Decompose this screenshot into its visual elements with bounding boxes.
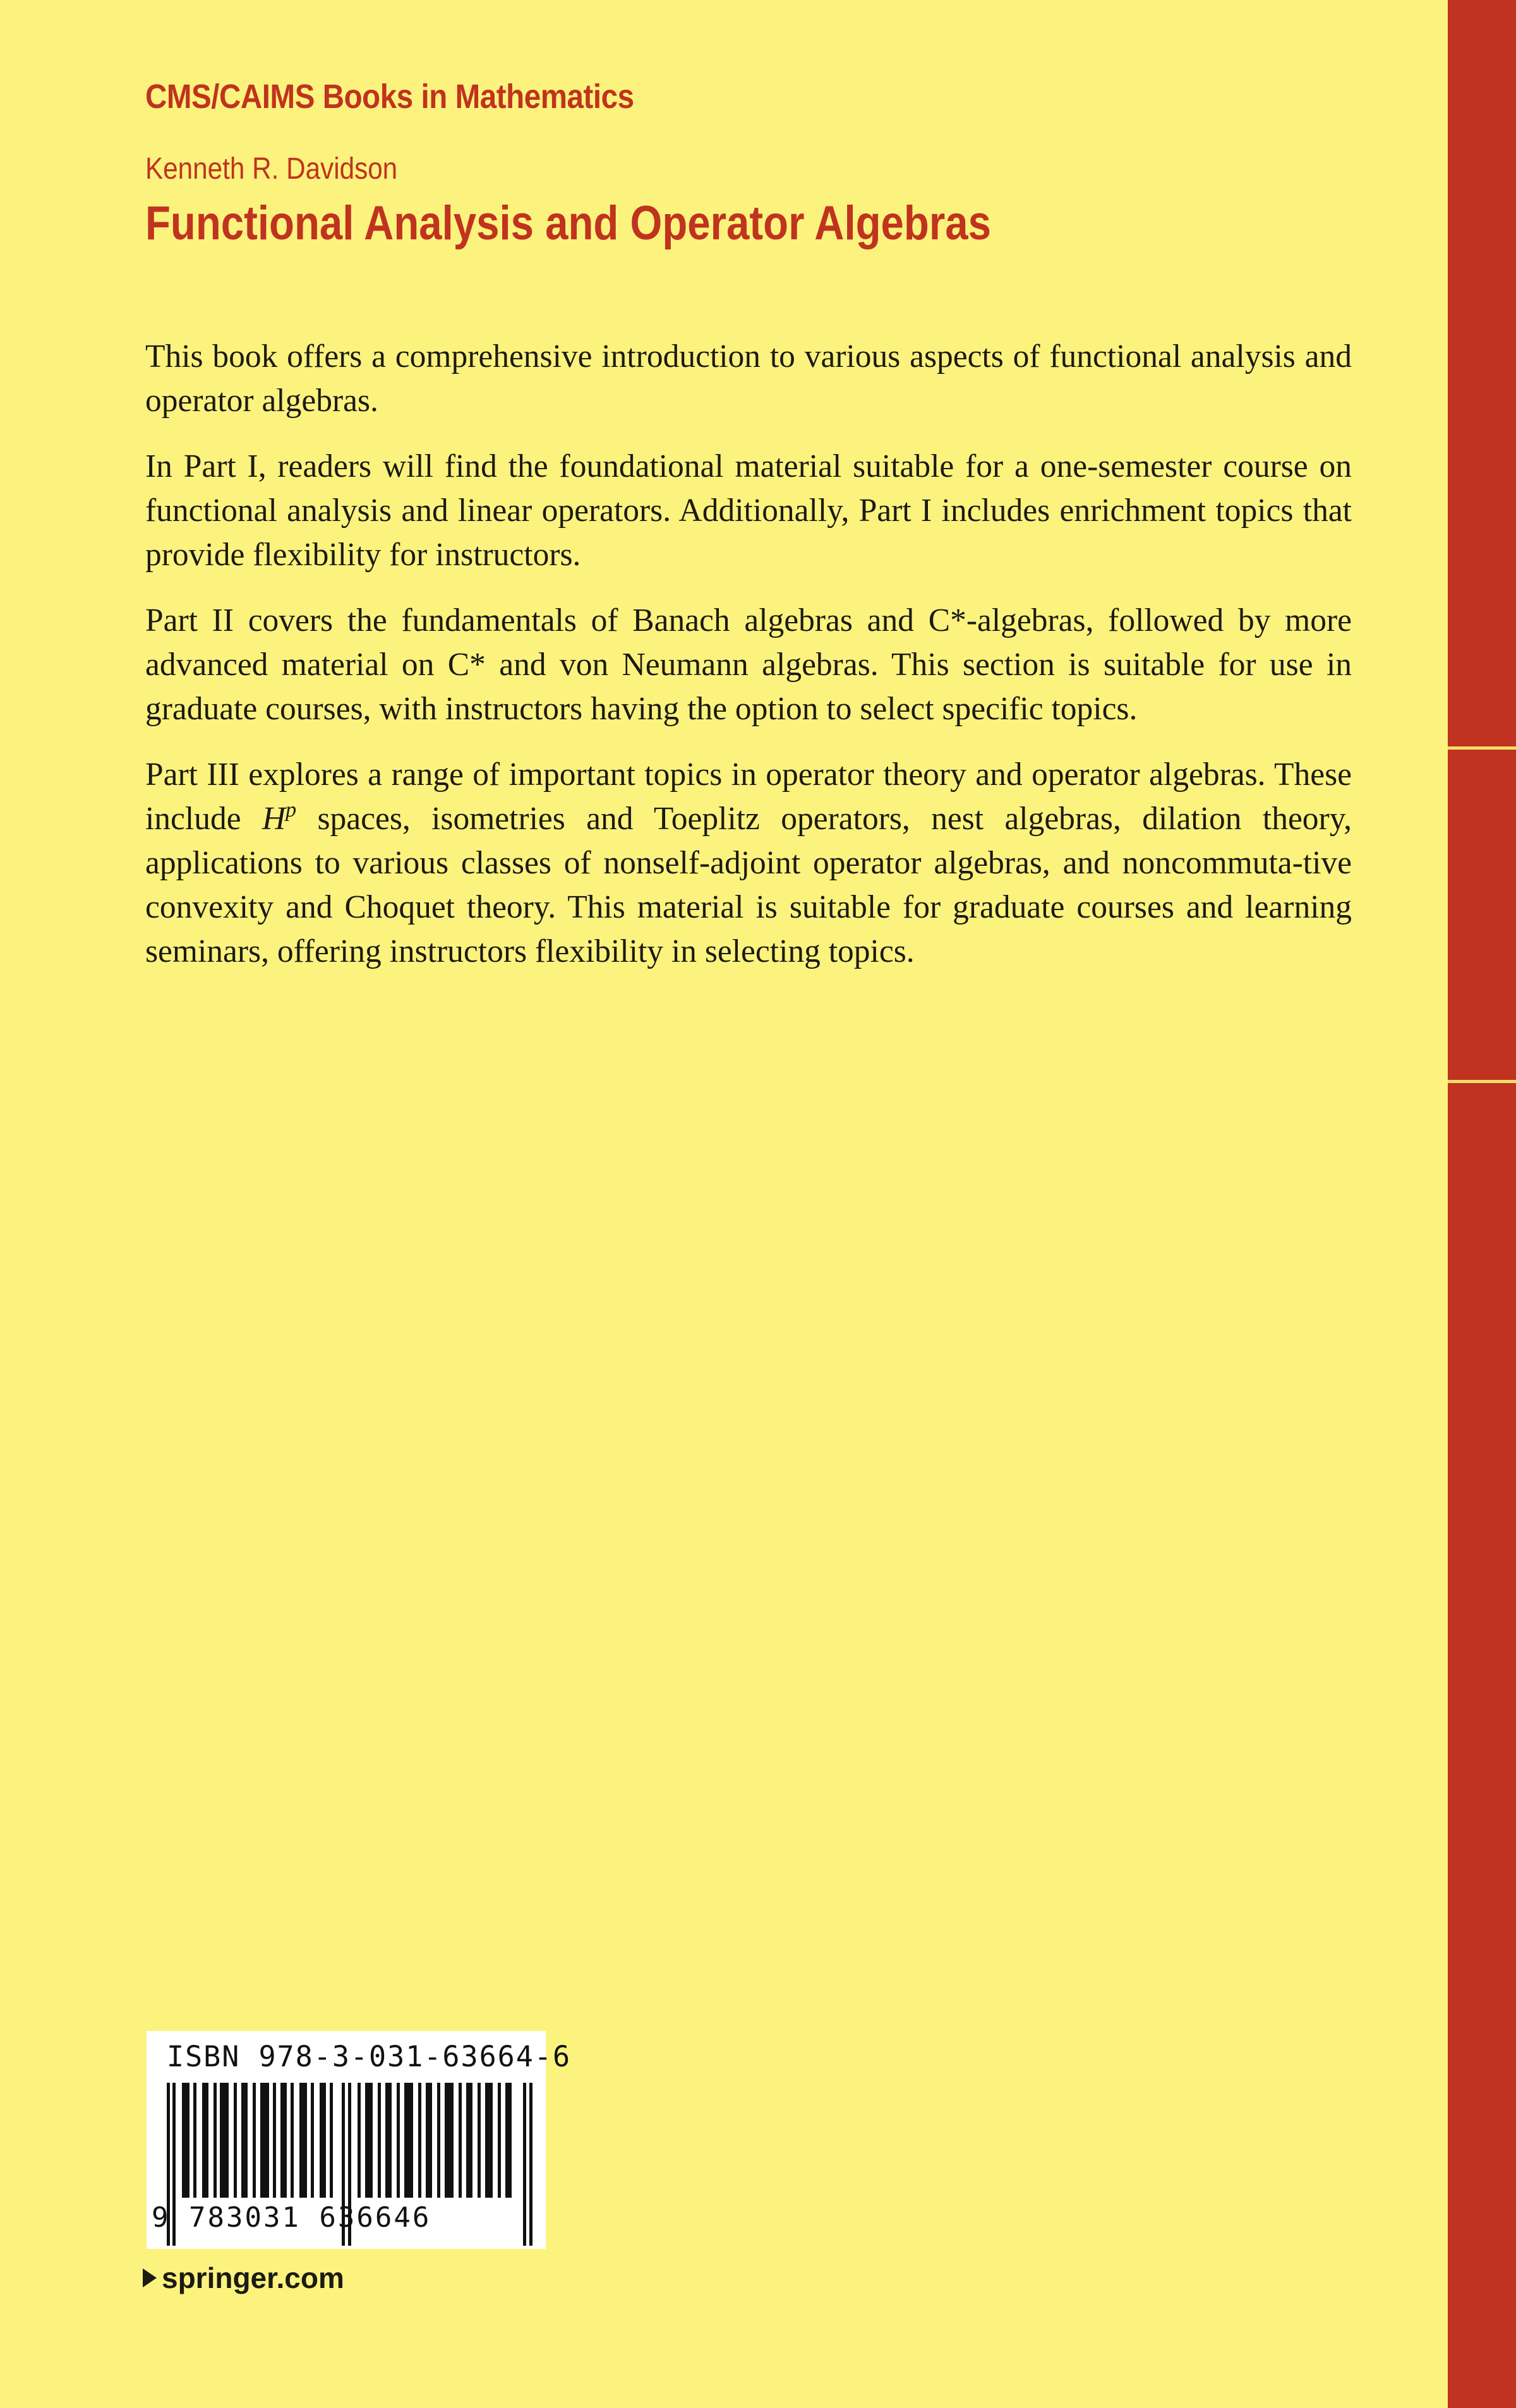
book-description [145, 335, 1352, 995]
description-paragraph [145, 753, 1352, 974]
spine-band [1448, 0, 1516, 2408]
arrow-icon [143, 2268, 157, 2287]
ean-digits: 9 783031 636646 [152, 2201, 431, 2234]
spine-divider [1448, 1080, 1516, 1083]
description-paragraph: This book offers a comprehensive introduction to various aspects of functional analysis and operator algebras. [145, 338, 1352, 419]
isbn-barcode [147, 2031, 572, 2249]
description-paragraph: Part II covers the fundamentals of Banach algebras and C*-algebras, followed by more advanced material on C* and von Neumann algebras. This section is suitable for use in graduate courses, with instructors having the option to select specific topics. [145, 602, 1352, 727]
book-title: Functional Analysis and Operator Algebras [145, 196, 991, 250]
paragraph-text: spaces, isometries and Toeplitz operators, nest algebras, dilation theory, applications to various classes of nonself-adjoint operator algebras, and noncommuta-tive convexity and Choquet theory. This material is suitable for graduate courses and learning seminars, offering instructors flexibility in selecting topics. [145, 801, 1352, 969]
spine-divider [1448, 746, 1516, 750]
hardy-space-symbol: H [262, 801, 286, 837]
superscript-p: p [286, 798, 297, 822]
publisher-url: springer.com [162, 2261, 344, 2294]
isbn-number: ISBN 978-3-031-63664-6 [167, 2040, 572, 2073]
paragraph-text: Part III explores a range of important topics in operator theory and operator algebras. These include [145, 757, 1352, 837]
series-name: CMS/CAIMS Books in Mathematics [145, 78, 634, 116]
description-paragraph: In Part I, readers will find the foundational material suitable for a one-semester course on functional analysis and linear operators. Additionally, Part I includes enrichment topics that provide flexibility for instructors. [145, 448, 1352, 573]
author-name: Kenneth R. Davidson [145, 152, 398, 186]
publisher-link[interactable] [143, 2261, 344, 2295]
